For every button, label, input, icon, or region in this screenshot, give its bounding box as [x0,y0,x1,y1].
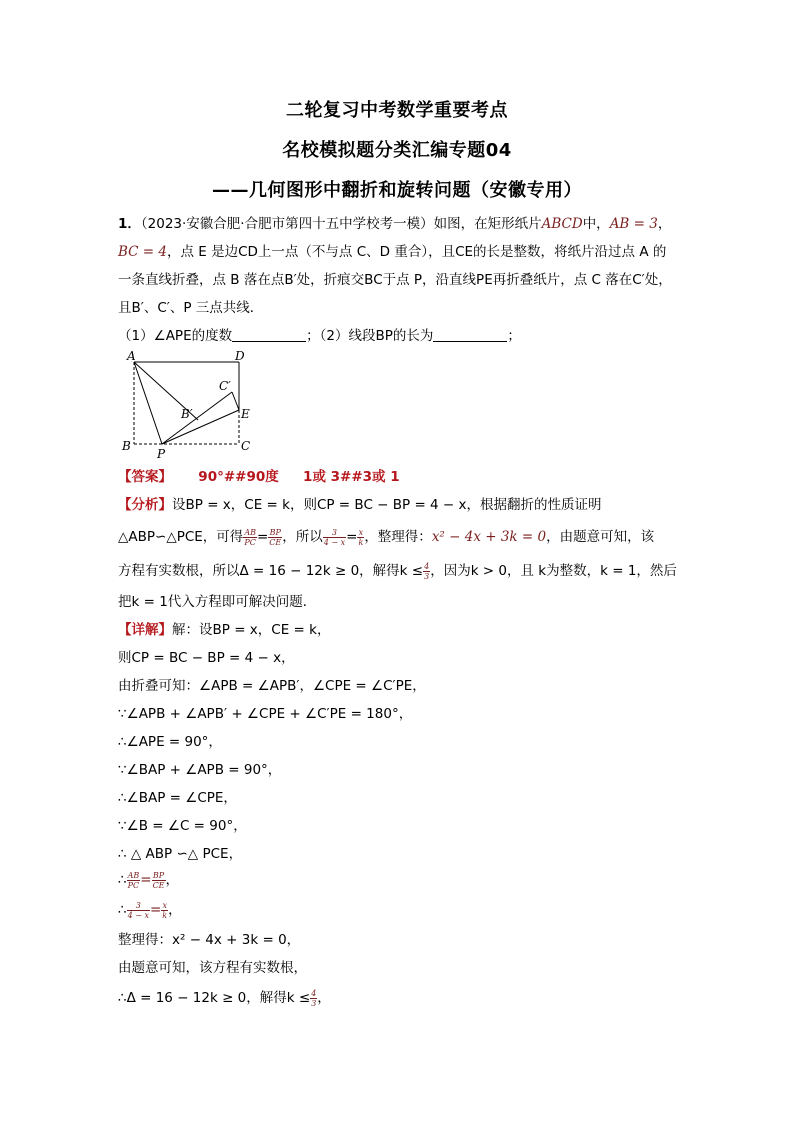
problem-line-3: 一条直线折叠，点 B 落在点B′处，折痕交BC于点 P，沿直线PE再折叠纸片，点 C 落在C′处， [118,272,672,288]
label-A: A [127,349,136,363]
label-B-prime: B′ [181,407,193,421]
detail-line-1: 【详解】解：设BP = x，CE = k， [118,622,331,638]
detail-line-9: ∴ △ ABP ∽△ PCE， [118,846,243,862]
label-B: B [122,439,131,453]
geometry-figure [114,348,264,460]
title-line-2: 名校模拟题分类汇编专题04 [282,140,512,161]
label-E: E [241,407,250,421]
detail-line-12: 整理得：x² − 4x + 3k = 0， [118,932,301,948]
title-line-3: ——几何图形中翻折和旋转问题（安徽专用） [212,180,582,201]
label-P: P [157,447,166,460]
answer-blank-2[interactable] [433,327,507,342]
detail-line-2: 则CP = BC − BP = 4 − x， [118,650,295,666]
detail-line-7: ∴∠BAP = ∠CPE， [118,790,237,806]
detail-line-14: ∴Δ = 16 − 12k ≥ 0，解得k ≤ $\frac{4}{3}$ ， [118,988,331,1008]
segment-C-prime-E [232,392,239,410]
detail-line-3: 由折叠可知：∠APB = ∠APB′，∠CPE = ∠C′PE， [118,678,426,694]
analysis-line-4: 把k = 1代入方程即可解决问题． [118,594,317,610]
answer-value-1: 90°##90度 [198,469,279,485]
question-1: （1）∠APE的度数 [118,328,233,344]
detail-line-13: 由题意可知，该方程有实数根， [118,960,307,976]
label-C-prime: C′ [219,379,231,393]
analysis-line-2: △ABP∽△PCE，可得 $\frac{AB}{PC}$ = $\frac{BP}{CE}$ ，所以 $\frac{3}{4 - x}$ = $\frac{x}{k}$ ，整理得：x² − 4x + 3k = 0，由题意可知，该 [118,527,655,547]
detail-tag: 【详解】 [118,622,172,638]
label-D: D [235,349,245,363]
problem-number: 1． [118,216,141,232]
problem-line-1: 1．（2023·安徽合肥·合肥市第四十五中学校考一模）如图，在矩形纸片ABCD中，AB = 3， [118,216,672,232]
answer-line [118,467,400,487]
analysis-tag: 【分析】 [118,497,172,513]
question-2: ；（2）线段BP的长为 [306,328,434,344]
analysis-line-1: 【分析】设BP = x，CE = k，则CP = BC − BP = 4 − x，根据翻折的性质证明 [118,497,602,513]
problem-source: （2023·安徽合肥·合肥市第四十五中学校考一模） [140,216,434,232]
detail-line-4: ∵∠APB + ∠APB′ + ∠CPE + ∠C′PE = 180°， [118,706,413,722]
analysis-line-3: 方程有实数根，所以Δ = 16 − 12k ≥ 0，解得k ≤ $\frac{4}{3}$ ，因为k > 0，且 k为整数，k = 1，然后 [118,561,677,581]
label-C: C [241,439,251,453]
question-line: （1）∠APE的度数 ；（2）线段BP的长为 ； [118,328,521,344]
answer-tag: 【答案】 [118,469,172,485]
detail-line-10: ∴ $\frac{AB}{PC}$ = $\frac{BP}{CE}$ ， [118,870,180,890]
answer-blank-1[interactable] [232,327,306,342]
detail-line-6: ∵∠BAP + ∠APB = 90°， [118,762,282,778]
problem-line-4: 且B′、C′、P 三点共线． [118,300,264,316]
detail-line-11: ∴ $\frac{3}{4 - x}$ = $\frac{x}{k}$ ， [118,900,182,920]
title-line-1: 二轮复习中考数学重要考点 [286,100,508,121]
problem-line-2: BC = 4，点 E 是边CD上一点（不与点 C、D 重合），且CE的长是整数，将纸片沿过点 A 的 [118,244,667,260]
answer-value-2: 1或 3##3或 1 [303,469,400,485]
detail-line-8: ∵∠B = ∠C = 90°， [118,818,247,834]
detail-line-5: ∴∠APE = 90°， [118,734,222,750]
